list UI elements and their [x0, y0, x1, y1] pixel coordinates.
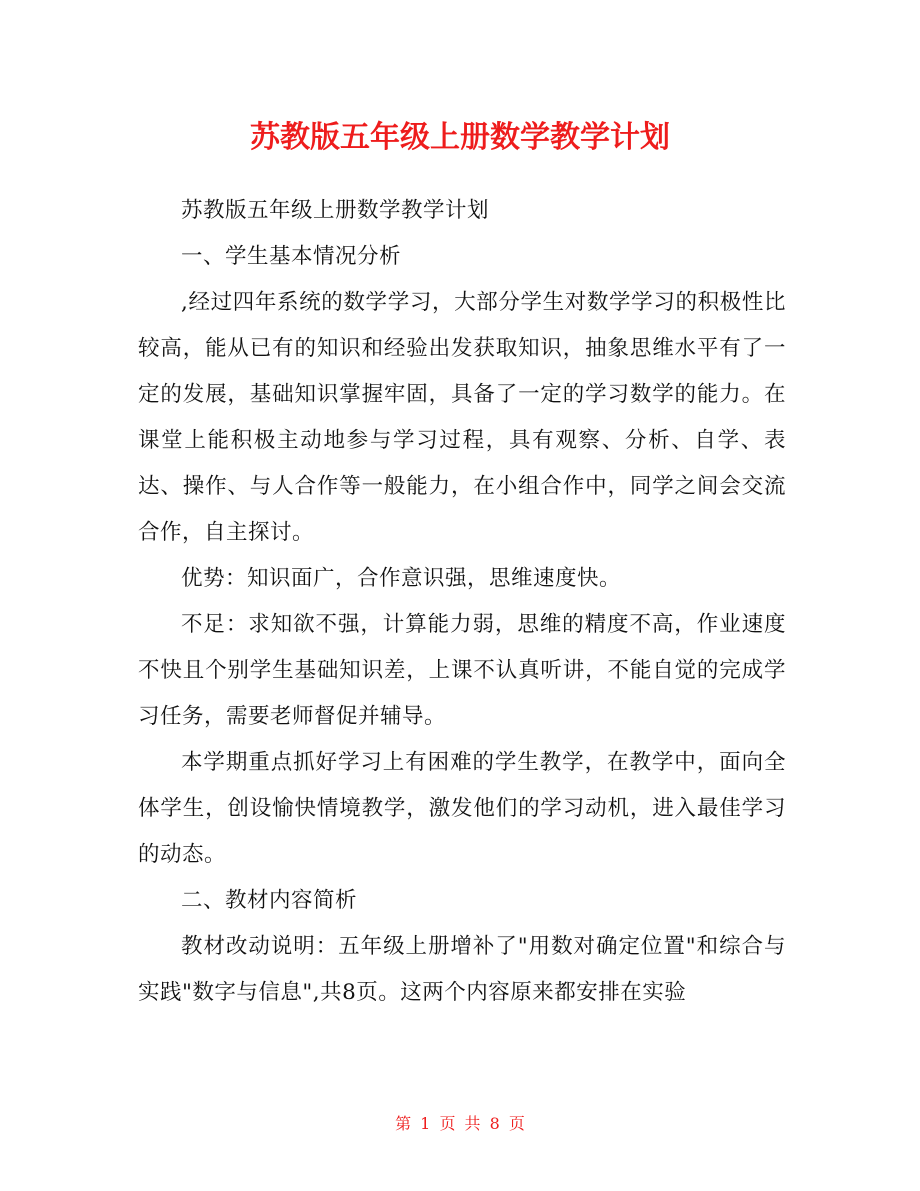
- paragraph-textbook-changes: 教材改动说明：五年级上册增补了"用数对确定位置"和综合与实践"数字与信息",共8页。这两个内容原来都安排在实验: [138, 934, 786, 1005]
- paragraph-focus: 本学期重点抓好学习上有困难的学生教学，在教学中，面向全体学生，创设愉快情境教学，激发他们的学习动机，进入最佳学习的动态。: [138, 750, 786, 867]
- paragraph-strengths: 优势：知识面广，合作意识强，思维速度快。: [181, 566, 622, 591]
- page-title: 苏教版五年级上册数学教学计划: [250, 120, 670, 155]
- document-body: [138, 188, 786, 1016]
- paragraph-student-analysis: ,经过四年系统的数学学习，大部分学生对数学学习的积极性比较高，能从已有的知识和经验出发获取知识，抽象思维水平有了一定的发展，基础知识掌握牢固，具备了一定的学习数学的能力。在课堂上能积极主动地参与学习过程，具有观察、分析、自学、表达、操作、与人合作等一般能力，在小组合作中，同学之间会交流合作，自主探讨。: [138, 290, 786, 545]
- paragraph-weaknesses: 不足：求知欲不强，计算能力弱，思维的精度不高，作业速度不快且个别学生基础知识差，上课不认真听讲，不能自觉的完成学习任务，需要老师督促并辅导。: [138, 612, 786, 729]
- page-number-footer: 第 1 页 共 8 页: [395, 1114, 525, 1133]
- paragraph-subtitle: 苏教版五年级上册数学教学计划: [181, 198, 490, 223]
- section-heading-student-analysis: 一、学生基本情况分析: [181, 244, 402, 269]
- section-heading-textbook-analysis: 二、教材内容简析: [181, 888, 358, 913]
